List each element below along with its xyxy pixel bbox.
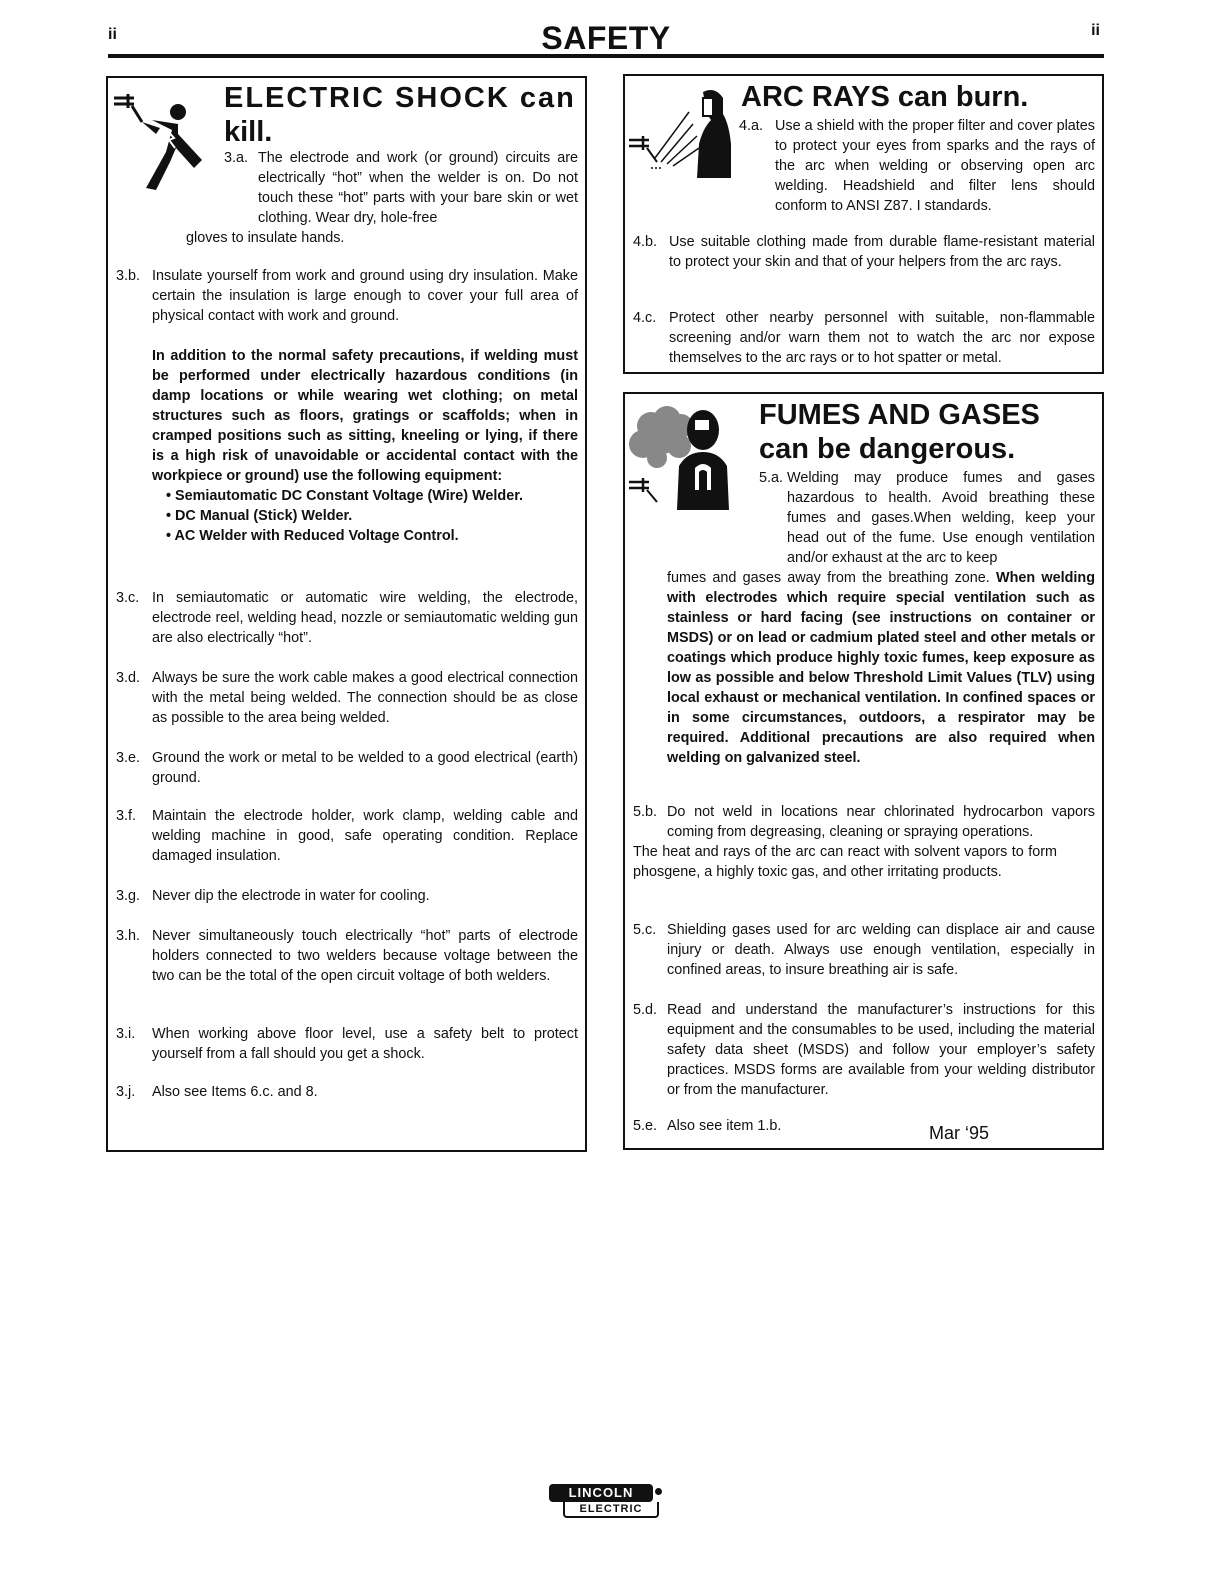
item-number: 3.d.: [116, 670, 141, 686]
safety-item-3i: [116, 1024, 578, 1064]
item-number: 3.h.: [116, 928, 141, 944]
safety-item-4c: [633, 308, 1095, 368]
logo-top-text: LINCOLN: [549, 1484, 653, 1502]
hazard-note: [152, 346, 578, 546]
item-number: 5.c.: [633, 922, 657, 938]
page-title: SAFETY: [541, 20, 671, 56]
safety-item-5c: [633, 920, 1095, 980]
safety-item-3j: [116, 1082, 578, 1102]
section-title: ARC RAYS can burn.: [741, 81, 1029, 113]
electric-shock-section: [106, 76, 587, 1152]
logo-dot-icon: [655, 1488, 662, 1495]
electric-shock-icon: [112, 86, 218, 198]
safety-item-3a-tail: gloves to insulate hands.: [186, 230, 345, 246]
fumes-gases-section: [623, 392, 1104, 1150]
safety-item-5d: [633, 1000, 1095, 1100]
safety-item-4a: [739, 116, 1095, 216]
page-number-right: ii: [1091, 22, 1100, 39]
item-number: 3.b.: [116, 268, 141, 284]
item-number: 5.b.: [633, 804, 658, 820]
equipment-bullet: • AC Welder with Reduced Voltage Control.: [166, 528, 459, 544]
item-text: In semiautomatic or automatic wire welding, the electrode, electrode reel, welding head, nozzle or semiautomatic welding gun are also electrically “hot”.: [152, 590, 578, 646]
safety-item-5b: [633, 802, 1095, 842]
safety-item-3d: [116, 668, 578, 728]
safety-item-5a-tail: [667, 568, 1095, 768]
logo-bottom-text: ELECTRIC: [563, 1502, 659, 1518]
safety-item-3a: [224, 148, 578, 228]
fumes-icon: [627, 406, 749, 510]
safety-item-3f: [116, 806, 578, 866]
safety-item-3e: [116, 748, 578, 788]
item-text: Never dip the electrode in water for cooling.: [152, 888, 430, 904]
safety-item-3h: [116, 926, 578, 986]
item-text-bold: When welding with electrodes which require special ventilation such as stainless or hard facing (see instructions on container or MSDS) or on lead or cadmium plated steel and other metals or coatings which produce highly toxic fumes, keep exposure as low as possible and below Threshold Limit Values (TLV) using local exhaust or mechanical ventilation. In confined spaces or in some circumstances, outdoors, a respirator may be required. Additional precautions are also required when welding on galvanized steel.: [667, 570, 1095, 766]
section-title-line2: kill.: [224, 116, 273, 148]
item-number: 4.a.: [739, 118, 764, 134]
page-number-left: ii: [108, 26, 117, 43]
item-text: Also see Items 6.c. and 8.: [152, 1084, 318, 1100]
section-title-line1: ELECTRIC SHOCK can: [224, 82, 576, 114]
item-text: Maintain the electrode holder, work clamp, welding cable and welding machine in good, safe operating condition. Replace damaged insulation.: [152, 808, 578, 864]
item-number: 3.e.: [116, 750, 141, 766]
item-text: Use a shield with the proper filter and cover plates to protect your eyes from sparks and the rays of the arc when welding or observing open arc welding. Headshield and filter lens should conform to ANSI Z87. I standards.: [775, 118, 1095, 214]
item-number: 5.d.: [633, 1002, 658, 1018]
arc-rays-icon: [627, 84, 731, 180]
item-number: 3.c.: [116, 590, 140, 606]
item-number: 3.g.: [116, 888, 141, 904]
item-text: The electrode and work (or ground) circuits are electrically “hot” when the welder is on. Do not touch these “hot” parts with your bare skin or wet clothing. Wear dry, hole-free: [258, 150, 578, 226]
safety-item-5b-tail: The heat and rays of the arc can react with solvent vapors to form phosgene, a highly toxic gas, and other irritating products.: [633, 844, 1057, 880]
item-number: 3.i.: [116, 1026, 136, 1042]
item-text: Use suitable clothing made from durable flame-resistant material to protect your skin and that of your helpers from the arc rays.: [669, 234, 1095, 270]
page-header: [108, 18, 1104, 58]
item-number: 3.f.: [116, 808, 136, 824]
item-text: Protect other nearby personnel with suitable, non-flammable screening and/or warn them not to watch the arc nor expose themselves to the arc rays or to hot spatter or metal.: [669, 310, 1095, 366]
lincoln-electric-logo: [549, 1484, 663, 1520]
safety-item-5e: [633, 1116, 873, 1136]
revision-date: Mar ‘95: [929, 1123, 990, 1143]
item-number: 5.a.: [759, 470, 784, 486]
safety-item-4b: [633, 232, 1095, 272]
section-title-line1: FUMES AND GASES: [759, 399, 1040, 431]
item-text: Never simultaneously touch electrically “hot” parts of electrode holders connected to two welders because voltage between the two can be the total of the open circuit voltage of both welders.: [152, 928, 578, 984]
item-number: 3.j.: [116, 1084, 136, 1100]
item-text: Insulate yourself from work and ground using dry insulation. Make certain the insulation is large enough to cover your full area of physical contact with work and ground.: [152, 268, 578, 324]
item-number: 3.a.: [224, 150, 249, 166]
safety-item-5a: [759, 468, 1095, 568]
item-text: Do not weld in locations near chlorinated hydrocarbon vapors coming from degreasing, cleaning or spraying operations.: [667, 804, 1095, 840]
safety-item-3b: [116, 266, 578, 326]
item-text: Always be sure the work cable makes a good electrical connection with the metal being welded. The connection should be as close as possible to the area being welded.: [152, 670, 578, 726]
equipment-bullet: • DC Manual (Stick) Welder.: [166, 508, 353, 524]
item-text: When working above floor level, use a safety belt to protect yourself from a fall should you get a shock.: [152, 1026, 578, 1062]
item-number: 4.b.: [633, 234, 658, 250]
safety-item-3g: [116, 886, 578, 906]
item-text: fumes and gases away from the breathing zone.: [667, 570, 990, 586]
item-text: Shielding gases used for arc welding can displace air and cause injury or death. Always use enough ventilation, especially in confined areas, to insure breathing air is safe.: [667, 922, 1095, 978]
safety-item-3c: [116, 588, 578, 648]
item-text: Ground the work or metal to be welded to a good electrical (earth) ground.: [152, 750, 578, 786]
item-text: Welding may produce fumes and gases hazardous to health. Avoid breathing these fumes and gases.When welding, keep your head out of the fume. Use enough ventilation and/or exhaust at the arc to keep: [787, 470, 1095, 566]
equipment-bullet: • Semiautomatic DC Constant Voltage (Wire) Welder.: [166, 488, 524, 504]
hazard-note-text: In addition to the normal safety precautions, if welding must be performed under electrically hazardous conditions (in damp locations or while wearing wet clothing; on metal structures such as floors, gratings or scaffolds; when in cramped positions such as sitting, kneeling or lying, if there is a high risk of unavoidable or accidental contact with the workpiece or ground) use the following equipment:: [152, 348, 578, 484]
section-title-line2: can be dangerous.: [759, 433, 1016, 465]
item-number: 5.e.: [633, 1118, 658, 1134]
item-text: Read and understand the manufacturer’s instructions for this equipment and the consumables to be used, including the material safety data sheet (MSDS) and follow your employer’s safety practices. MSDS forms are available from your welding distributor or from the manufacturer.: [667, 1002, 1095, 1098]
item-number: 4.c.: [633, 310, 657, 326]
item-text: Also see item 1.b.: [667, 1118, 782, 1134]
arc-rays-section: [623, 74, 1104, 374]
